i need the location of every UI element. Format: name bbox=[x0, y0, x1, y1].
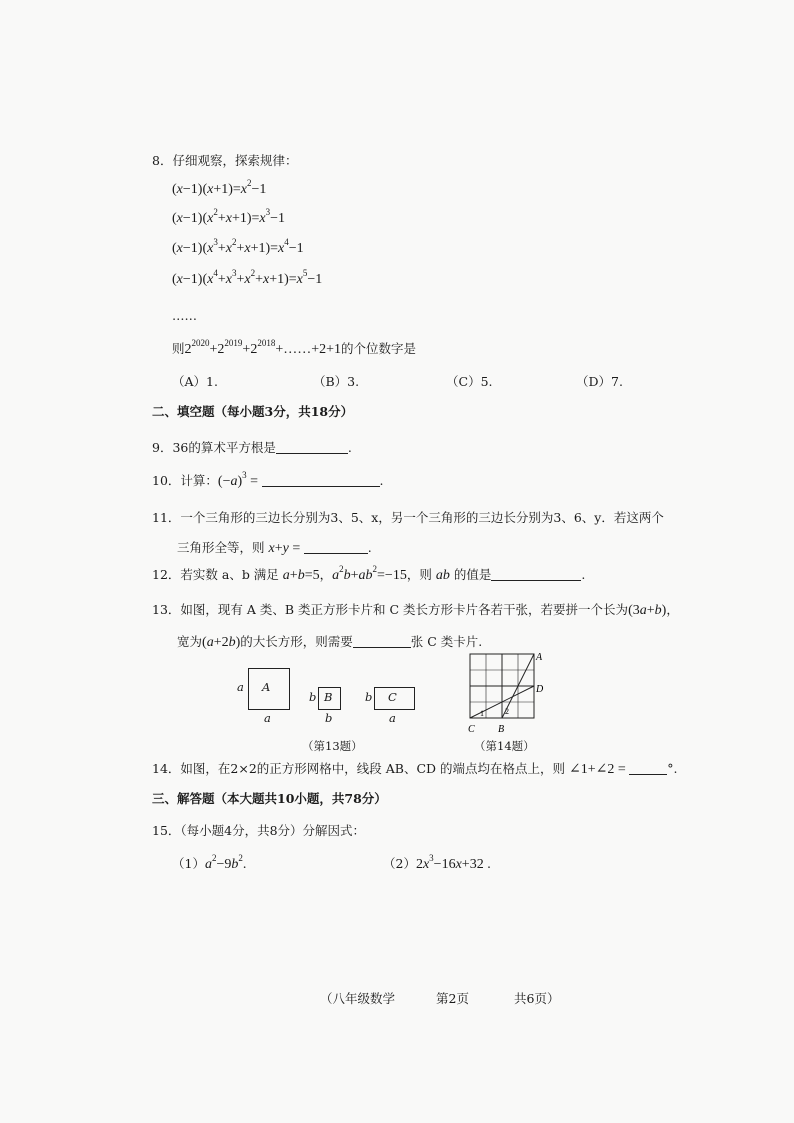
q8-formula-2: $(x-1)(x^2+x+1)=x^3-1$ bbox=[172, 207, 286, 226]
card-b-side-label: b bbox=[309, 690, 317, 704]
point-d-label: D bbox=[536, 684, 544, 695]
card-b-label: B bbox=[324, 690, 333, 704]
card-a-bottom-label: a bbox=[264, 711, 271, 725]
point-c-label: C bbox=[468, 724, 475, 735]
q14: 14．如图，在2×2的正方形网格中，线段 AB、CD 的端点均在格点上，则 ∠1+∠2 = °. bbox=[152, 761, 678, 777]
q8-option-d: （D）7. bbox=[576, 374, 623, 389]
q8-option-a: （A）1. bbox=[172, 374, 218, 389]
q11-line2: 三角形全等，则 x+y = . bbox=[177, 540, 372, 556]
figure-13-caption: （第13题） bbox=[302, 739, 363, 753]
q13-line1: 13．如图，现有 A 类、B 类正方形卡片和 C 类长方形卡片各若干张，若要拼一个长为(3a+b)， bbox=[152, 602, 679, 618]
section2-title: 二、填空题（每小题3分，共18分） bbox=[152, 404, 354, 419]
point-a-label: A bbox=[536, 652, 543, 663]
angle-1-label: 1 bbox=[480, 709, 484, 718]
card-a-side-label: a bbox=[237, 680, 244, 694]
q8-question: 则$2^{2020}+2^{2019}+2^{2018}+\dots\dots+2+1$的个位数字是 bbox=[172, 338, 417, 357]
q8-formula-4: $(x-1)(x^4+x^3+x^2+x+1)=x^5-1$ bbox=[172, 268, 323, 287]
q12: 12．若实数 a、b 满足 a+b=5，$a^2b+ab^2=-15$，则 ab 的值是 . bbox=[152, 564, 586, 583]
q8-option-b: （B）3. bbox=[313, 374, 360, 389]
q8-intro: 8．仔细观察，探索规律： bbox=[152, 153, 298, 168]
section3-title: 三、解答题（本大题共10小题，共78分） bbox=[152, 791, 387, 806]
q13-line2: 宽为(a+2b)的大长方形，则需要 张 C 类卡片. bbox=[177, 634, 483, 650]
card-c-bottom-label: a bbox=[389, 711, 396, 725]
q15-part1: $(1)a^2-9b^2$. bbox=[172, 853, 247, 872]
q8-ellipsis: …… bbox=[172, 308, 197, 323]
q8-option-c: （C）5. bbox=[446, 374, 493, 389]
figure-14-caption: （第14题） bbox=[474, 739, 535, 753]
q8-formula-3: $(x-1)(x^3+x^2+x+1)=x^4-1$ bbox=[172, 237, 304, 256]
footer-subject: （八年级数学 bbox=[320, 991, 396, 1006]
footer-page: 第2页 bbox=[436, 991, 469, 1006]
figure-14 bbox=[462, 648, 552, 738]
card-c-side-label: b bbox=[365, 690, 373, 704]
q8-formula-1: $(x-1)(x+1)=x^2-1$ bbox=[172, 178, 267, 197]
q11-line1: 11．一个三角形的三边长分别为3、5、x，另一个三角形的三边长分别为3、6、y．若这两个 bbox=[152, 510, 664, 525]
card-a-label: A bbox=[262, 680, 271, 694]
q10: 10．计算：$(-a)^3$ = . bbox=[152, 470, 384, 489]
point-b-label: B bbox=[498, 724, 505, 735]
q15-intro: 15．（每小题4分，共8分）分解因式： bbox=[152, 823, 366, 838]
q9: 9．36的算术平方根是 . bbox=[152, 440, 352, 455]
footer-total: 共6页） bbox=[514, 991, 560, 1006]
angle-2-label: 2 bbox=[505, 707, 509, 716]
q15-part2: $(2)2x^3-16x+32$ . bbox=[383, 853, 491, 872]
card-b-bottom-label: b bbox=[325, 711, 333, 725]
card-c-label: C bbox=[388, 690, 397, 704]
